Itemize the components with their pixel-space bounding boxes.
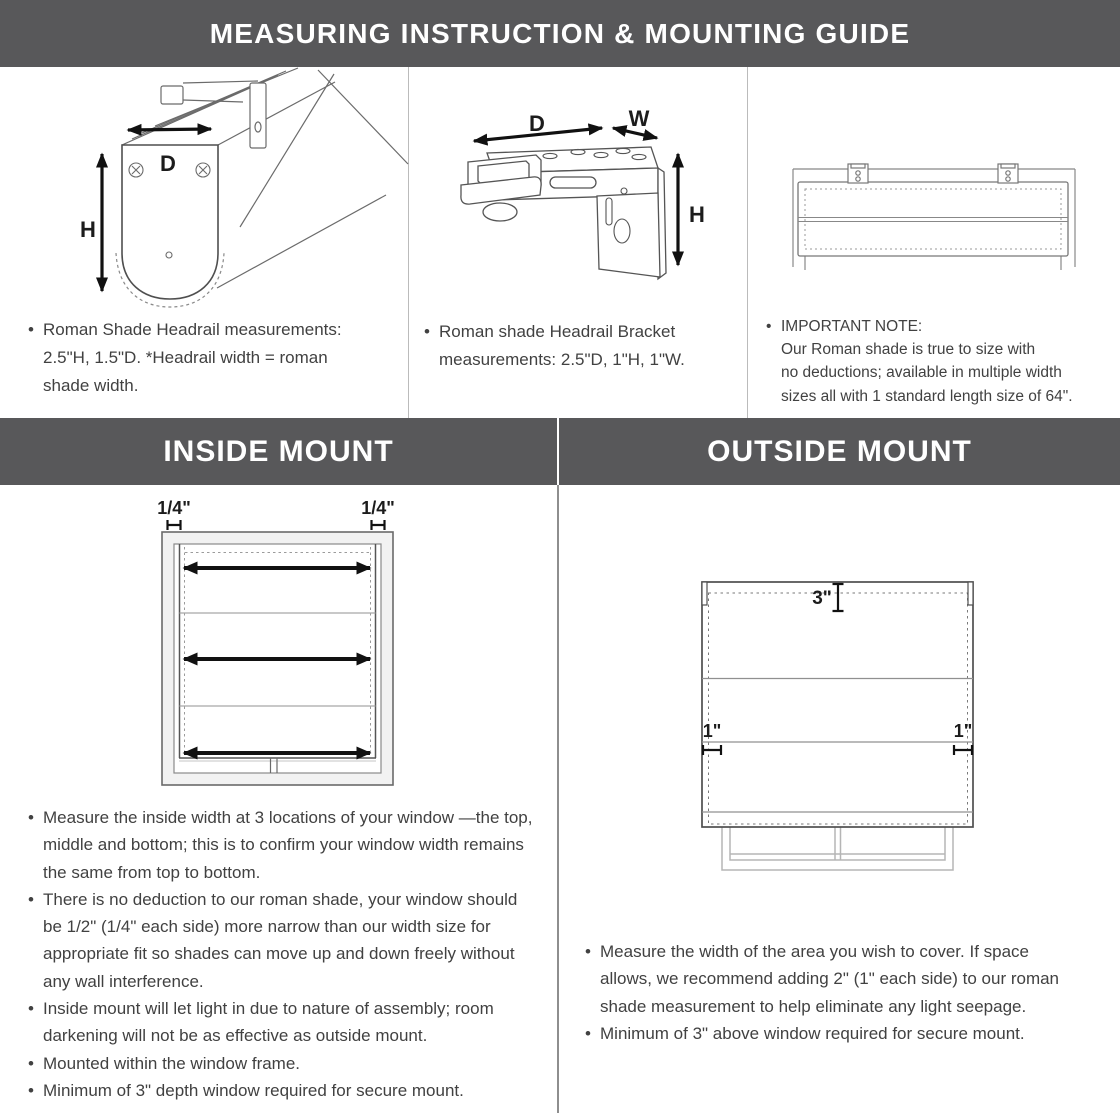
shade-outline bbox=[702, 582, 973, 827]
depth-label: D bbox=[160, 151, 176, 176]
note-line: no deductions; available in multiple width bbox=[781, 364, 1062, 382]
right-gap-label: 1/4" bbox=[361, 498, 395, 518]
instruction-line: any wall interference. bbox=[43, 971, 204, 991]
height-label: H bbox=[80, 217, 96, 242]
headrail-note bbox=[28, 316, 342, 400]
instruction-line: • Mounted within the window frame. bbox=[28, 1053, 301, 1073]
instruction-line: allows, we recommend adding 2" (1" each side) to our roman bbox=[600, 969, 1060, 989]
inside-mount-title: INSIDE MOUNT bbox=[163, 434, 394, 468]
inside-mount-instructions bbox=[28, 804, 533, 1104]
note-line: • Roman shade Headrail Bracket bbox=[424, 322, 676, 341]
left-gap-label: 1/4" bbox=[157, 498, 191, 518]
bracket-diagram bbox=[408, 67, 747, 317]
instruction-line: • Measure the width of the area you wish to cover. If space bbox=[585, 942, 1030, 961]
instruction-line: • Measure the inside width at 3 locations of your window —the top, bbox=[28, 808, 533, 827]
instruction-line: • There is no deduction to our roman shade, your window should bbox=[28, 889, 518, 909]
bracket-note bbox=[424, 318, 685, 374]
gap-ticks bbox=[168, 520, 385, 530]
outside-mount-instructions bbox=[585, 938, 1059, 1047]
headrail-diagram bbox=[0, 67, 408, 317]
note-line: Our Roman shade is true to size with bbox=[781, 341, 1036, 359]
inside-mount-header bbox=[0, 418, 557, 485]
note-line: shade width. bbox=[43, 376, 139, 395]
depth-label: D bbox=[529, 111, 545, 136]
outside-mount-header bbox=[559, 418, 1120, 485]
outside-mount-title: OUTSIDE MOUNT bbox=[707, 434, 972, 468]
note-line: • Roman Shade Headrail measurements: bbox=[28, 320, 342, 339]
page-title-bar bbox=[0, 0, 1120, 67]
height-label: H bbox=[689, 202, 705, 227]
left-gap-label: 1" bbox=[702, 721, 722, 741]
note-line: 2.5"H, 1.5"D. *Headrail width = roman bbox=[43, 348, 328, 367]
top-gap-label: 3" bbox=[812, 588, 832, 609]
important-note bbox=[766, 315, 1073, 408]
instruction-line: appropriate fit so shades can move up and down freely without bbox=[43, 944, 515, 964]
instruction-line: middle and bottom; this is to confirm your window width remains bbox=[43, 835, 524, 855]
right-gap-label: 1" bbox=[953, 721, 973, 741]
note-line: measurements: 2.5"D, 1"H, 1"W. bbox=[439, 350, 685, 369]
inside-mount-diagram bbox=[0, 485, 558, 815]
instruction-line: • Minimum of 3" above window required for secure mount. bbox=[585, 1023, 1025, 1043]
width-label: W bbox=[628, 106, 650, 131]
outside-mount-diagram bbox=[558, 485, 1120, 915]
note-line: • IMPORTANT NOTE: bbox=[766, 318, 923, 335]
instruction-line: • Minimum of 3" depth window required for secure mount. bbox=[28, 1080, 464, 1100]
note-line: sizes all with 1 standard length size of 64". bbox=[781, 387, 1073, 405]
instruction-line: be 1/2" (1/4" each side) more narrow than our width size for bbox=[43, 917, 491, 937]
instruction-line: darkening will not be as effective as outside mount. bbox=[43, 1026, 428, 1046]
instruction-line: • Inside mount will let light in due to nature of assembly; room bbox=[28, 999, 494, 1019]
page-title: MEASURING INSTRUCTION & MOUNTING GUIDE bbox=[209, 17, 911, 49]
instruction-line: shade measurement to help eliminate any light seepage. bbox=[600, 996, 1027, 1016]
mounted-headrail-diagram bbox=[747, 67, 1120, 317]
mounting-bracket-icon bbox=[848, 164, 1018, 183]
instruction-line: the same from top to bottom. bbox=[43, 862, 261, 882]
